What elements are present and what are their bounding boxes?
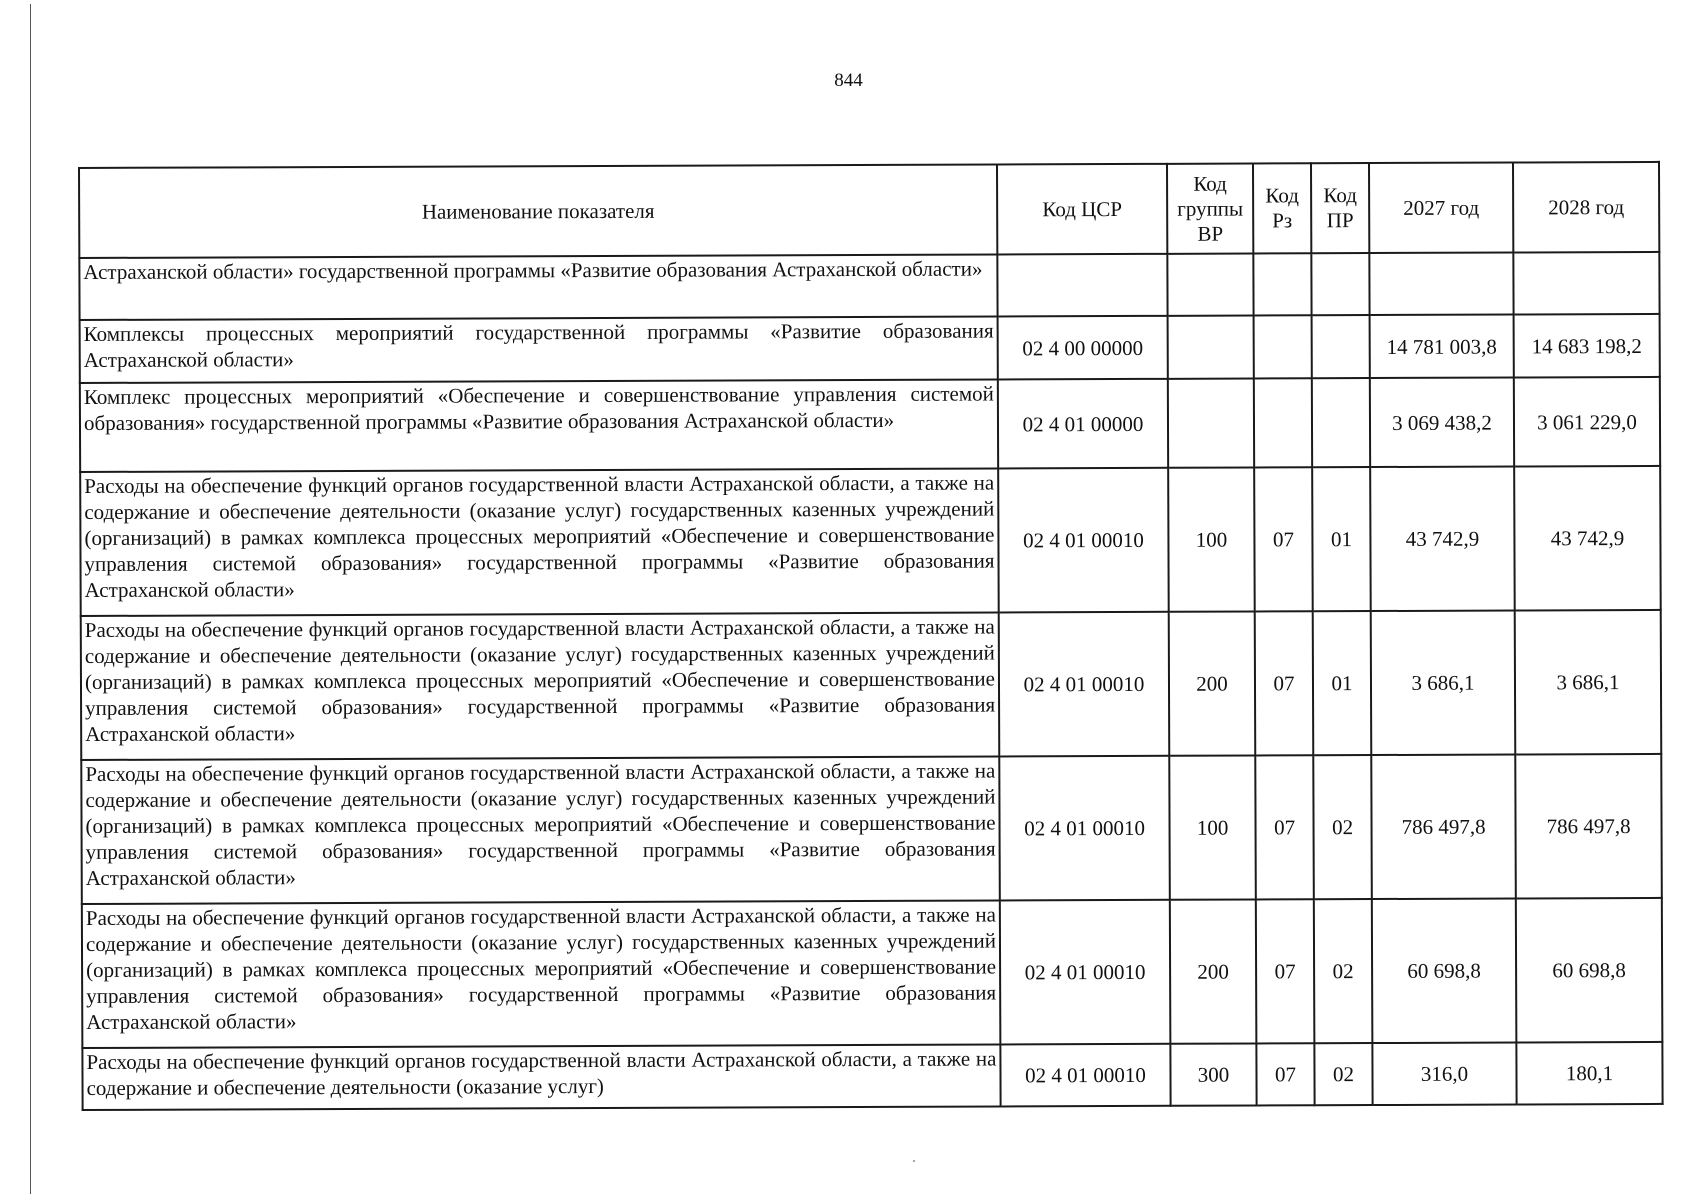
row-name: Расходы на обеспечение функций органов государственной власти Астраханской области, а также на содержание и обеспечение деятельности (оказание услуг) государственных казенных учреждений (организаций) в рамках комплекса процессных мероприятий «Обеспечение и совершенствование управления системой образования» государственной программы «Развитие образования Астраханской области» (81, 612, 1000, 760)
row-amount-2027: 60 698,8 (1372, 898, 1517, 1043)
row-amount-2028: 14 683 198,2 (1514, 314, 1660, 378)
row-vr-code (1168, 315, 1254, 378)
row-rz-code: 07 (1255, 611, 1314, 755)
row-amount-2027: 316,0 (1372, 1042, 1516, 1105)
row-rz-code (1254, 315, 1312, 378)
row-vr-code: 300 (1170, 1043, 1256, 1105)
row-rz-code: 07 (1256, 899, 1315, 1043)
row-rz-code (1253, 253, 1311, 315)
row-vr-code: 200 (1169, 611, 1256, 755)
row-csr-code: 02 4 00 00000 (998, 316, 1168, 380)
row-vr-code (1168, 378, 1254, 467)
table-row (80, 377, 1660, 472)
row-amount-2028: 786 497,8 (1515, 754, 1662, 899)
table-row (81, 610, 1662, 760)
row-amount-2027: 786 497,8 (1371, 754, 1516, 899)
row-amount-2028: 3 061 229,0 (1514, 377, 1660, 467)
table-row (80, 314, 1660, 383)
header-vr-code: Код группы ВР (1167, 163, 1253, 253)
header-year-2028: 2028 год (1513, 162, 1659, 253)
row-pr-code: 02 (1314, 1043, 1372, 1105)
row-rz-code: 07 (1254, 467, 1313, 611)
table-row (82, 1042, 1662, 1110)
row-csr-code: 02 4 01 00010 (999, 612, 1170, 757)
row-vr-code (1167, 253, 1253, 315)
row-name: Расходы на обеспечение функций органов государственной власти Астраханской области, а также на содержание и обеспечение деятельности (оказание услуг) государственных казенных учреждений (организаций) в рамках комплекса процессных мероприятий «Обеспечение и совершенствование управления системой образования» государственной программы «Развитие образования Астраханской области» (80, 468, 999, 616)
budget-table (78, 161, 1664, 1111)
row-csr-code: 02 4 01 00000 (998, 379, 1168, 469)
header-rz-code: Код Рз (1253, 163, 1311, 253)
row-pr-code (1312, 378, 1370, 467)
row-csr-code (997, 254, 1167, 317)
page-number: 844 (834, 70, 863, 91)
row-vr-code: 200 (1170, 899, 1257, 1043)
header-csr-code: Код ЦСР (997, 164, 1167, 255)
row-amount-2028: 180,1 (1516, 1042, 1662, 1105)
row-rz-code (1254, 378, 1312, 467)
row-pr-code: 01 (1312, 467, 1371, 611)
header-pr-code: Код ПР (1311, 163, 1369, 253)
header-year-2027: 2027 год (1369, 162, 1513, 253)
row-amount-2028: 60 698,8 (1516, 898, 1663, 1043)
row-name: Расходы на обеспечение функций органов государственной власти Астраханской области, а также на содержание и обеспечение деятельности (оказание услуг) (82, 1044, 1000, 1110)
row-pr-code (1311, 253, 1369, 315)
row-amount-2028 (1513, 252, 1659, 315)
row-rz-code: 07 (1255, 755, 1314, 899)
row-amount-2027: 43 742,9 (1370, 466, 1515, 611)
scan-margin-line (30, 4, 31, 1194)
row-amount-2027: 3 686,1 (1371, 610, 1516, 755)
scan-speck (913, 1160, 915, 1162)
row-rz-code: 07 (1256, 1043, 1314, 1105)
row-pr-code: 02 (1313, 755, 1372, 899)
row-amount-2028: 3 686,1 (1515, 610, 1662, 755)
row-vr-code: 100 (1168, 467, 1255, 611)
row-amount-2028: 43 742,9 (1514, 466, 1661, 611)
row-pr-code: 01 (1313, 611, 1372, 755)
row-name: Комплексы процессных мероприятий государственной программы «Развитие образования Астраханской области» (80, 316, 998, 383)
row-amount-2027 (1369, 252, 1513, 315)
header-name: Наименование показателя (79, 164, 997, 258)
row-csr-code: 02 4 01 00010 (998, 468, 1169, 613)
row-amount-2027: 3 069 438,2 (1370, 377, 1514, 467)
row-pr-code: 02 (1314, 899, 1373, 1043)
row-amount-2027: 14 781 003,8 (1370, 314, 1514, 378)
row-name: Астраханской области» государственной программы «Развитие образования Астраханской области» (79, 254, 997, 320)
row-csr-code: 02 4 01 00010 (999, 756, 1170, 901)
row-name: Расходы на обеспечение функций органов государственной власти Астраханской области, а также на содержание и обеспечение деятельности (оказание услуг) государственных казенных учреждений (организаций) в рамках комплекса процессных мероприятий «Обеспечение и совершенствование управления системой образования» государственной программы «Развитие образования Астраханской области» (81, 756, 1000, 904)
table-row (80, 466, 1661, 616)
row-name: Расходы на обеспечение функций органов государственной власти Астраханской области, а также на содержание и обеспечение деятельности (оказание услуг) государственных казенных учреждений (организаций) в рамках комплекса процессных мероприятий «Обеспечение и совершенствование управления системой образования» государственной программы «Развитие образования Астраханской области» (82, 900, 1001, 1048)
table-row (82, 898, 1663, 1048)
table-header-row (79, 162, 1659, 258)
row-vr-code: 100 (1169, 755, 1256, 899)
row-pr-code (1312, 315, 1370, 378)
row-csr-code: 02 4 01 00010 (1000, 900, 1171, 1045)
row-csr-code: 02 4 01 00010 (1000, 1044, 1170, 1107)
row-name: Комплекс процессных мероприятий «Обеспечение и совершенствование управления системой образования» государственной программы «Развитие образования Астраханской области» (80, 379, 998, 472)
table-row (81, 754, 1662, 904)
table-row (79, 252, 1659, 320)
